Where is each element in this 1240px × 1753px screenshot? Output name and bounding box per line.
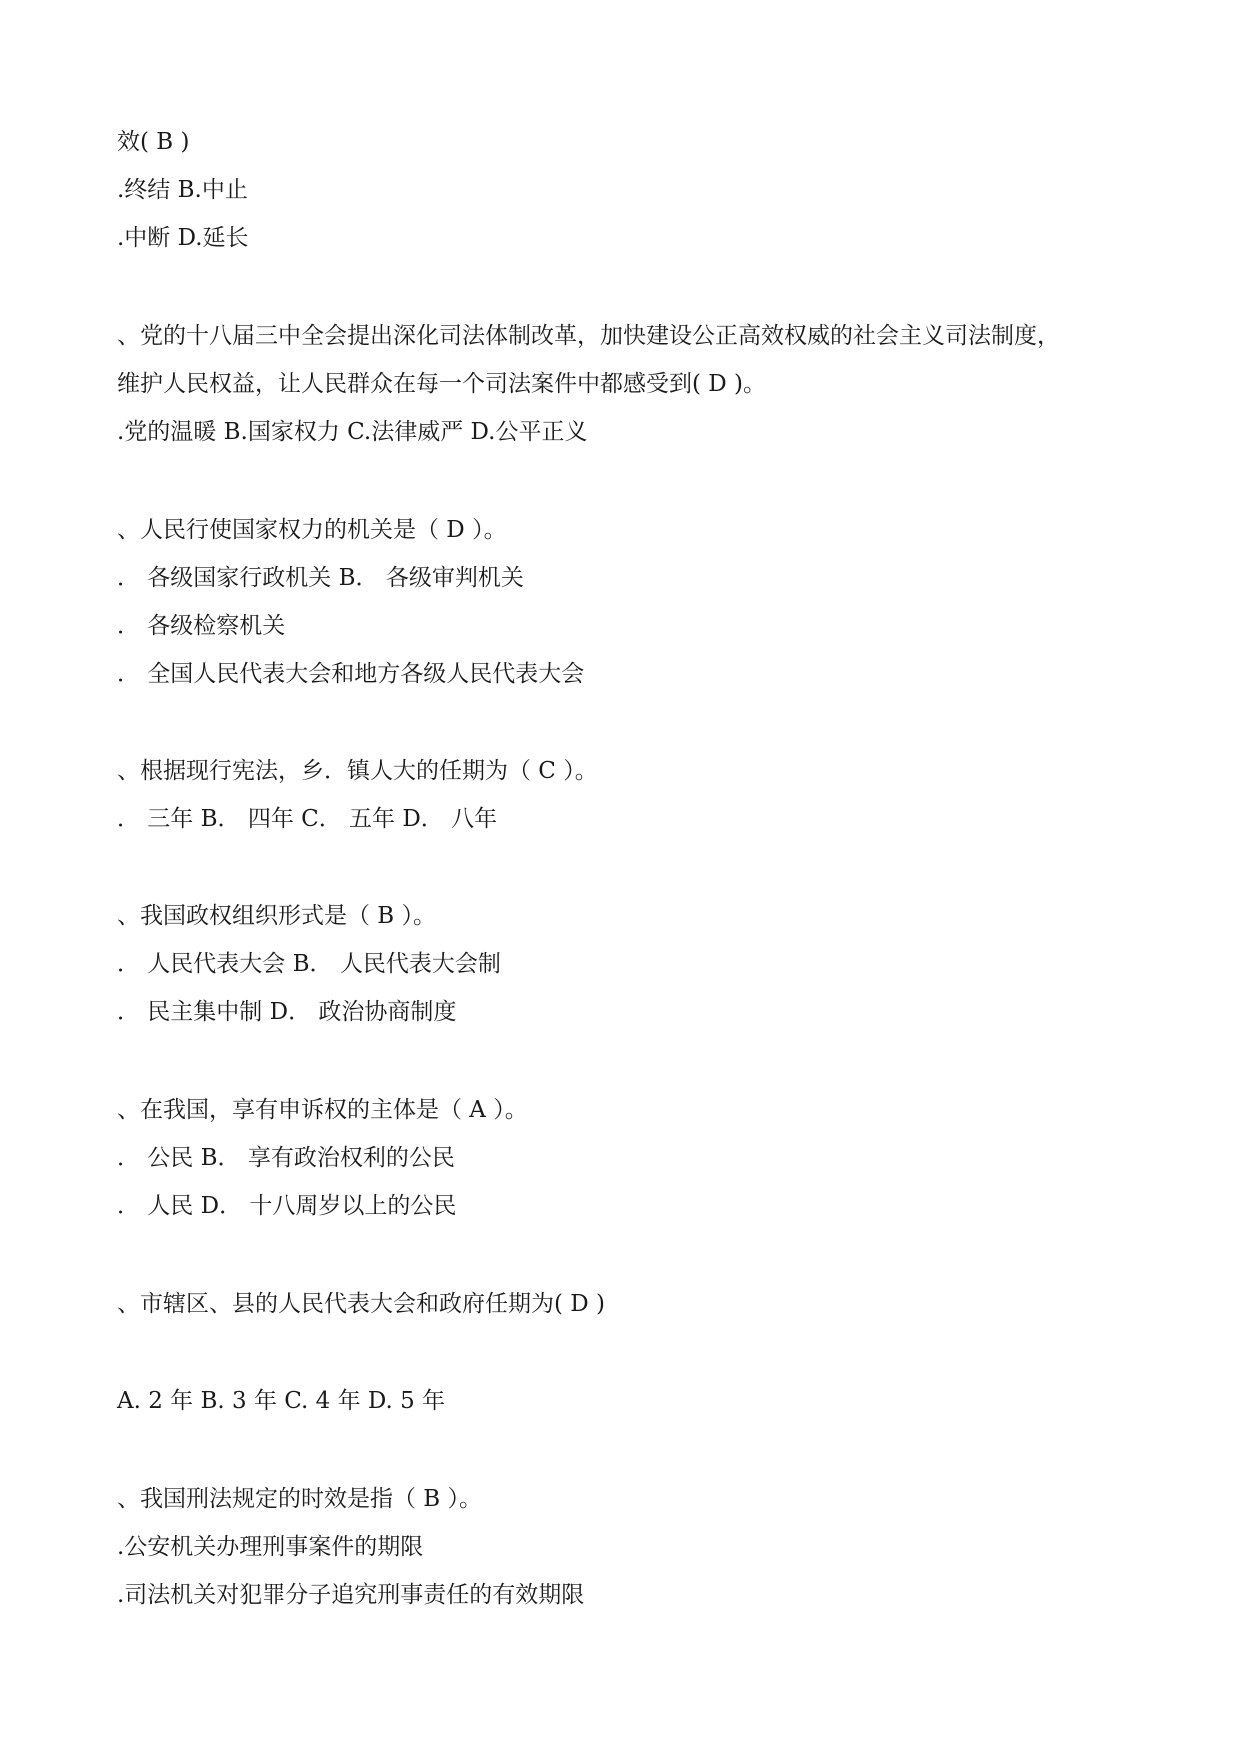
question-stem: 、在我国，享有申诉权的主体是（ A ）。 <box>117 1097 528 1123</box>
question-stem-continuation: 效( B ) <box>117 129 190 155</box>
answer-options: ． 人民代表大会 B． 人民代表大会制 <box>117 951 501 977</box>
answer-options: ． 三年 B． 四年 C． 五年 D． 八年 <box>117 806 498 832</box>
answer-options: ． 各级检察机关 <box>117 613 286 639</box>
question-stem: 、我国政权组织形式是（ B ）。 <box>117 903 437 929</box>
question-stem: 、党的十八届三中全会提出深化司法体制改革，加快建设公正高效权威的社会主义司法制度， <box>117 323 1060 349</box>
answer-options: .党的温暖 B.国家权力 C.法律威严 D.公平正义 <box>117 419 588 445</box>
question-stem: 、我国刑法规定的时效是指（ B ）。 <box>117 1486 483 1512</box>
answer-options: A. 2 年 B. 3 年 C. 4 年 D. 5 年 <box>117 1388 446 1414</box>
answer-options: ． 公民 B． 享有政治权利的公民 <box>117 1145 455 1171</box>
answer-options: ． 人民 D． 十八周岁以上的公民 <box>117 1193 457 1219</box>
question-stem: 、市辖区、县的人民代表大会和政府任期为( D ) <box>117 1291 606 1317</box>
answer-options: ． 全国人民代表大会和地方各级人民代表大会 <box>117 661 585 687</box>
answer-options: ． 民主集中制 D． 政治协商制度 <box>117 999 457 1025</box>
answer-options: .中断 D.延长 <box>117 225 249 251</box>
answer-options: ． 各级国家行政机关 B． 各级审判机关 <box>117 565 524 591</box>
question-stem: 、根据现行宪法，乡．镇人大的任期为（ C ）。 <box>117 758 598 784</box>
question-stem: 、人民行使国家权力的机关是（ D ）。 <box>117 517 507 543</box>
answer-options: .终结 B.中止 <box>117 177 248 203</box>
answer-options: .公安机关办理刑事案件的期限 <box>117 1534 424 1560</box>
question-stem-continuation: 维护人民权益，让人民群众在每一个司法案件中都感受到( D )。 <box>117 371 767 397</box>
answer-options: .司法机关对犯罪分子追究刑事责任的有效期限 <box>117 1582 585 1608</box>
